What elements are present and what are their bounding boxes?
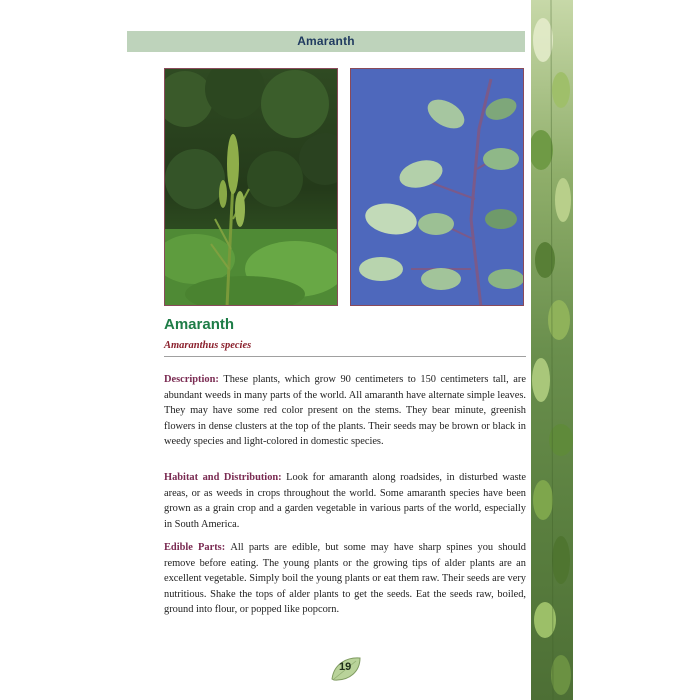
running-header-title: Amaranth [297, 34, 355, 48]
edible-parts-label: Edible Parts: [164, 542, 231, 553]
page-number: 19 [339, 661, 352, 673]
plant-scientific-name: Amaranthus species [164, 340, 252, 351]
description-label: Description: [164, 374, 224, 385]
plant-photo-leaves [350, 68, 524, 306]
description-paragraph [164, 372, 526, 450]
description-text: These plants, which grow 90 centimeters to 150 centimeters tall, are abundant weeds in many parts of the world. All amaranth have alternate simple leaves. They may have some red color present on the stems. They bear minute, greenish flowers in dense clusters at the top of the plants. Their seeds may be brown or black in weedy species and light-colored in domestic species. [164, 374, 526, 448]
habitat-label: Habitat and Distribution: [164, 472, 287, 483]
edible-parts-paragraph [164, 540, 526, 618]
running-header [127, 31, 525, 52]
title-divider [164, 356, 526, 357]
edible-parts-text: All parts are edible, but some may have sharp spines you should remove before eating. The young plants or the growing tips of alder plants are an excellent vegetable. Simply boil the young plants or eat them raw. Their seeds are very nutritious. Shake the tops of alder plants to get the seeds. Eat the seeds raw, boiled, ground into flour, or popped like popcorn. [164, 542, 526, 616]
habitat-paragraph [164, 470, 526, 532]
plant-common-name: Amaranth [164, 316, 235, 333]
habitat-text: Look for amaranth along roadsides, in disturbed waste areas, or as weeds in crops throughout the world. Some amaranth species have been grown as a grain crop and a garden vegetable in various parts of the world, especially in South America. [164, 472, 526, 530]
page-number-leaf [330, 655, 362, 683]
foliage-border-image [531, 0, 573, 700]
plant-photo-field [164, 68, 338, 306]
